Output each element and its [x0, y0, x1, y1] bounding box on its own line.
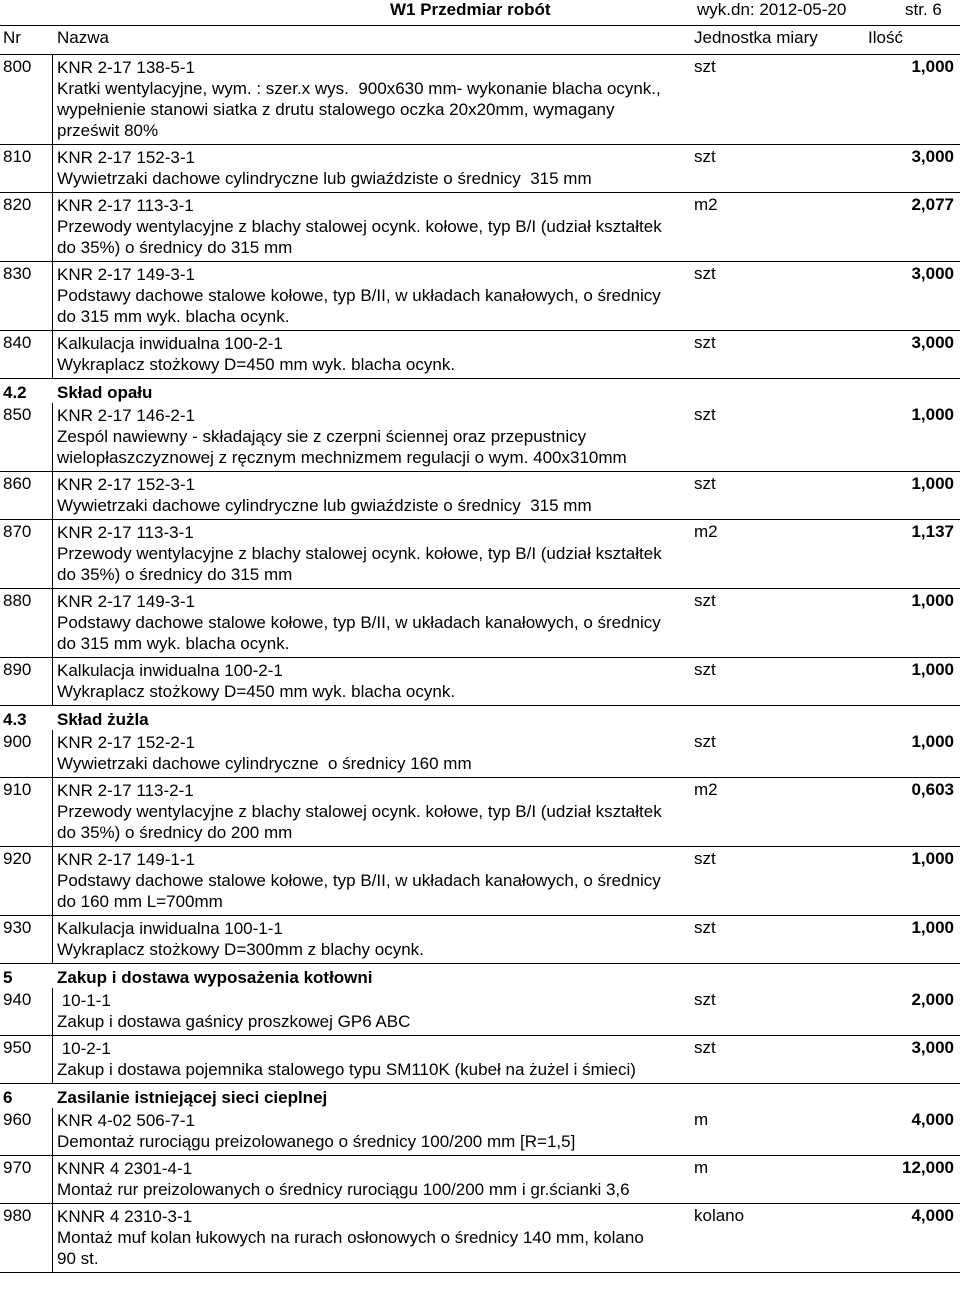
item-description-line: Demontaż rurociągu preizolowanego o średnicy 100/200 mm [R=1,5] — [57, 1132, 576, 1151]
item-unit: szt — [694, 849, 716, 868]
item-description — [57, 918, 697, 960]
item-number: 830 — [3, 264, 32, 283]
items-table — [0, 55, 960, 1273]
column-divider — [52, 1204, 53, 1273]
item-number: 800 — [3, 57, 32, 76]
item-number: 910 — [3, 780, 32, 799]
item-unit: szt — [694, 57, 716, 76]
item-description-line: Wykraplacz stożkowy D=450 mm wyk. blacha ocynk. — [57, 355, 456, 374]
item-unit: szt — [694, 660, 716, 679]
item-description-line: do 35%) o średnicy do 200 mm — [57, 823, 293, 842]
item-description-line: Wykraplacz stożkowy D=450 mm wyk. blacha ocynk. — [57, 682, 456, 701]
table-row — [0, 55, 960, 145]
item-description-line: Wywietrzaki dachowe cylindryczne lub gwiaździste o średnicy 315 mm — [57, 169, 592, 188]
item-code: KNR 2-17 152-3-1 — [57, 148, 195, 167]
item-unit: szt — [694, 333, 716, 352]
column-divider — [52, 55, 53, 145]
section-title: Skład opału — [57, 383, 153, 402]
document-title: W1 Przedmiar robót — [390, 0, 551, 19]
item-description — [57, 333, 697, 375]
item-code: 10-1-1 — [57, 991, 111, 1010]
item-number: 820 — [3, 195, 32, 214]
section-number: 6 — [3, 1088, 13, 1107]
item-description-line: Wywietrzaki dachowe cylindryczne lub gwiaździste o średnicy 315 mm — [57, 496, 592, 515]
item-description-line: Zespól nawiewny - składający sie z czerpni ściennej oraz przepustnicy — [57, 427, 587, 446]
item-code: KNR 2-17 149-3-1 — [57, 592, 195, 611]
item-description-line: Montaż rur preizolowanych o średnicy rurociągu 100/200 mm i gr.ścianki 3,6 — [57, 1180, 630, 1199]
item-code: Kalkulacja inwidualna 100-1-1 — [57, 919, 283, 938]
item-description — [57, 1038, 697, 1080]
item-code: KNR 2-17 149-1-1 — [57, 850, 195, 869]
item-quantity: 4,000 — [911, 1110, 954, 1129]
item-description-line: Montaż muf kolan łukowych na rurach osłonowych o średnicy 140 mm, kolano — [57, 1228, 644, 1247]
item-quantity: 1,000 — [911, 474, 954, 493]
table-row — [0, 1156, 960, 1204]
item-description-line: Podstawy dachowe stalowe kołowe, typ B/II, w układach kanałowych, o średnicy — [57, 286, 661, 305]
table-row — [0, 1036, 960, 1084]
item-number: 960 — [3, 1110, 32, 1129]
item-description-line: do 35%) o średnicy do 315 mm — [57, 238, 293, 257]
item-code: KNR 2-17 138-5-1 — [57, 58, 195, 77]
column-divider — [52, 730, 53, 778]
section-number: 5 — [3, 968, 13, 987]
item-unit: m — [694, 1110, 709, 1129]
item-description-line: wielopłaszczyznowej z ręcznym mechnizmem regulacji o wym. 400x310mm — [57, 448, 627, 467]
column-header-nr: Nr — [3, 28, 21, 47]
item-description-line: wypełnienie stanowi siatka z drutu stalowego oczka 20x20mm, wymagany — [57, 100, 615, 119]
table-row — [0, 331, 960, 379]
item-quantity: 1,000 — [911, 660, 954, 679]
item-description — [57, 147, 697, 189]
table-row — [0, 730, 960, 778]
item-unit: m2 — [694, 195, 718, 214]
item-description — [57, 849, 697, 912]
item-number: 810 — [3, 147, 32, 166]
item-description — [57, 1110, 697, 1152]
item-unit: szt — [694, 1038, 716, 1057]
column-divider — [52, 145, 53, 193]
item-code: KNNR 4 2301-4-1 — [57, 1159, 193, 1178]
item-description-line: Podstawy dachowe stalowe kołowe, typ B/II, w układach kanałowych, o średnicy — [57, 871, 661, 890]
item-code: KNR 2-17 113-2-1 — [57, 781, 194, 800]
item-description-line: 90 st. — [57, 1249, 99, 1268]
item-quantity: 1,000 — [911, 57, 954, 76]
table-row — [0, 1108, 960, 1156]
item-quantity: 4,000 — [911, 1206, 954, 1225]
item-number: 930 — [3, 918, 32, 937]
column-divider — [52, 331, 53, 379]
item-quantity: 1,137 — [911, 522, 954, 541]
item-code: KNNR 4 2310-3-1 — [57, 1207, 193, 1226]
section-title: Skład żużla — [57, 710, 149, 729]
item-description-line: do 35%) o średnicy do 315 mm — [57, 565, 293, 584]
item-description-line: Kratki wentylacyjne, wym. : szer.x wys. 900x630 mm- wykonanie blacha ocynk., — [57, 79, 661, 98]
item-quantity: 3,000 — [911, 333, 954, 352]
item-code: KNR 2-17 152-3-1 — [57, 475, 195, 494]
item-unit: m2 — [694, 522, 718, 541]
item-description — [57, 591, 697, 654]
item-quantity: 1,000 — [911, 405, 954, 424]
item-description-line: do 315 mm wyk. blacha ocynk. — [57, 634, 290, 653]
column-divider — [52, 658, 53, 706]
item-description-line: Wywietrzaki dachowe cylindryczne o średnicy 160 mm — [57, 754, 472, 773]
item-unit: szt — [694, 264, 716, 283]
item-description — [57, 780, 697, 843]
table-row — [0, 778, 960, 847]
item-quantity: 12,000 — [902, 1158, 954, 1177]
column-divider — [52, 1156, 53, 1204]
header-top-divider — [0, 25, 960, 26]
page-number: str. 6 — [905, 0, 942, 19]
item-quantity: 1,000 — [911, 918, 954, 937]
section-heading — [0, 379, 960, 403]
item-description-line: Przewody wentylacyjne z blachy stalowej ocynk. kołowe, typ B/I (udział kształtek — [57, 802, 662, 821]
item-quantity: 0,603 — [911, 780, 954, 799]
item-number: 970 — [3, 1158, 32, 1177]
item-description-line: Zakup i dostawa gaśnicy proszkowej GP6 ABC — [57, 1012, 411, 1031]
table-row — [0, 520, 960, 589]
item-number: 890 — [3, 660, 32, 679]
table-row — [0, 916, 960, 964]
item-description-line: do 315 mm wyk. blacha ocynk. — [57, 307, 290, 326]
item-quantity: 2,077 — [911, 195, 954, 214]
column-divider — [52, 847, 53, 916]
column-header-jednostka: Jednostka miary — [694, 28, 818, 47]
item-number: 900 — [3, 732, 32, 751]
item-unit: szt — [694, 147, 716, 166]
table-row — [0, 988, 960, 1036]
column-divider — [52, 193, 53, 262]
item-code: 10-2-1 — [57, 1039, 111, 1058]
column-header-nazwa: Nazwa — [57, 28, 109, 47]
column-divider — [52, 262, 53, 331]
column-divider — [52, 916, 53, 964]
item-code: KNR 2-17 113-3-1 — [57, 523, 194, 542]
table-row — [0, 193, 960, 262]
item-quantity: 3,000 — [911, 264, 954, 283]
item-number: 840 — [3, 333, 32, 352]
table-row — [0, 403, 960, 472]
item-unit: szt — [694, 918, 716, 937]
section-heading — [0, 706, 960, 730]
item-description-line: Zakup i dostawa pojemnika stalowego typu SM110K (kubeł na żużel i śmieci) — [57, 1060, 636, 1079]
item-unit: szt — [694, 732, 716, 751]
item-code: KNR 2-17 146-2-1 — [57, 406, 195, 425]
column-divider — [52, 1108, 53, 1156]
item-unit: szt — [694, 591, 716, 610]
item-description — [57, 732, 697, 774]
item-description-line: Wykraplacz stożkowy D=300mm z blachy ocynk. — [57, 940, 424, 959]
item-unit: kolano — [694, 1206, 745, 1225]
section-title: Zakup i dostawa wyposażenia kotłowni — [57, 968, 373, 987]
item-code: Kalkulacja inwidualna 100-2-1 — [57, 661, 283, 680]
section-heading — [0, 1084, 960, 1108]
item-number: 980 — [3, 1206, 32, 1225]
item-quantity: 1,000 — [911, 732, 954, 751]
item-description-line: Przewody wentylacyjne z blachy stalowej ocynk. kołowe, typ B/I (udział kształtek — [57, 217, 662, 236]
item-number: 880 — [3, 591, 32, 610]
item-code: KNR 4-02 506-7-1 — [57, 1111, 195, 1130]
item-number: 850 — [3, 405, 32, 424]
table-row — [0, 658, 960, 706]
item-description — [57, 57, 697, 141]
item-unit: szt — [694, 990, 716, 1009]
item-description-line: Przewody wentylacyjne z blachy stalowej ocynk. kołowe, typ B/I (udział kształtek — [57, 544, 662, 563]
item-unit: m — [694, 1158, 709, 1177]
section-number: 4.3 — [3, 710, 27, 729]
column-divider — [52, 472, 53, 520]
column-divider — [52, 988, 53, 1036]
item-number: 870 — [3, 522, 32, 541]
column-divider — [52, 778, 53, 847]
column-divider — [52, 403, 53, 472]
table-row — [0, 145, 960, 193]
item-quantity: 1,000 — [911, 849, 954, 868]
table-row — [0, 847, 960, 916]
item-unit: szt — [694, 474, 716, 493]
item-description-line: Podstawy dachowe stalowe kołowe, typ B/II, w układach kanałowych, o średnicy — [57, 613, 661, 632]
item-description — [57, 474, 697, 516]
column-header-row — [0, 26, 960, 54]
item-number: 860 — [3, 474, 32, 493]
item-description-line: do 160 mm L=700mm — [57, 892, 223, 911]
item-quantity: 3,000 — [911, 1038, 954, 1057]
column-divider — [52, 1036, 53, 1084]
item-code: KNR 2-17 149-3-1 — [57, 265, 195, 284]
item-description — [57, 990, 697, 1032]
item-description — [57, 405, 697, 468]
section-title: Zasilanie istniejącej sieci cieplnej — [57, 1088, 328, 1107]
item-unit: szt — [694, 405, 716, 424]
item-quantity: 1,000 — [911, 591, 954, 610]
item-description — [57, 1158, 697, 1200]
item-description — [57, 522, 697, 585]
item-quantity: 2,000 — [911, 990, 954, 1009]
item-description-line: prześwit 80% — [57, 121, 159, 140]
item-quantity: 3,000 — [911, 147, 954, 166]
item-description — [57, 264, 697, 327]
table-row — [0, 1204, 960, 1273]
column-header-ilosc: Ilość — [868, 28, 903, 47]
document-date: wyk.dn: 2012-05-20 — [697, 0, 847, 19]
page-header — [0, 0, 960, 24]
section-number: 4.2 — [3, 383, 27, 402]
item-description — [57, 660, 697, 702]
section-heading — [0, 964, 960, 988]
item-number: 940 — [3, 990, 32, 1009]
item-number: 950 — [3, 1038, 32, 1057]
item-description — [57, 1206, 697, 1269]
item-number: 920 — [3, 849, 32, 868]
item-unit: m2 — [694, 780, 718, 799]
table-row — [0, 472, 960, 520]
column-divider — [52, 589, 53, 658]
table-row — [0, 589, 960, 658]
table-row — [0, 262, 960, 331]
item-code: Kalkulacja inwidualna 100-2-1 — [57, 334, 283, 353]
item-code: KNR 2-17 152-2-1 — [57, 733, 195, 752]
column-divider — [52, 520, 53, 589]
item-description — [57, 195, 697, 258]
item-code: KNR 2-17 113-3-1 — [57, 196, 194, 215]
